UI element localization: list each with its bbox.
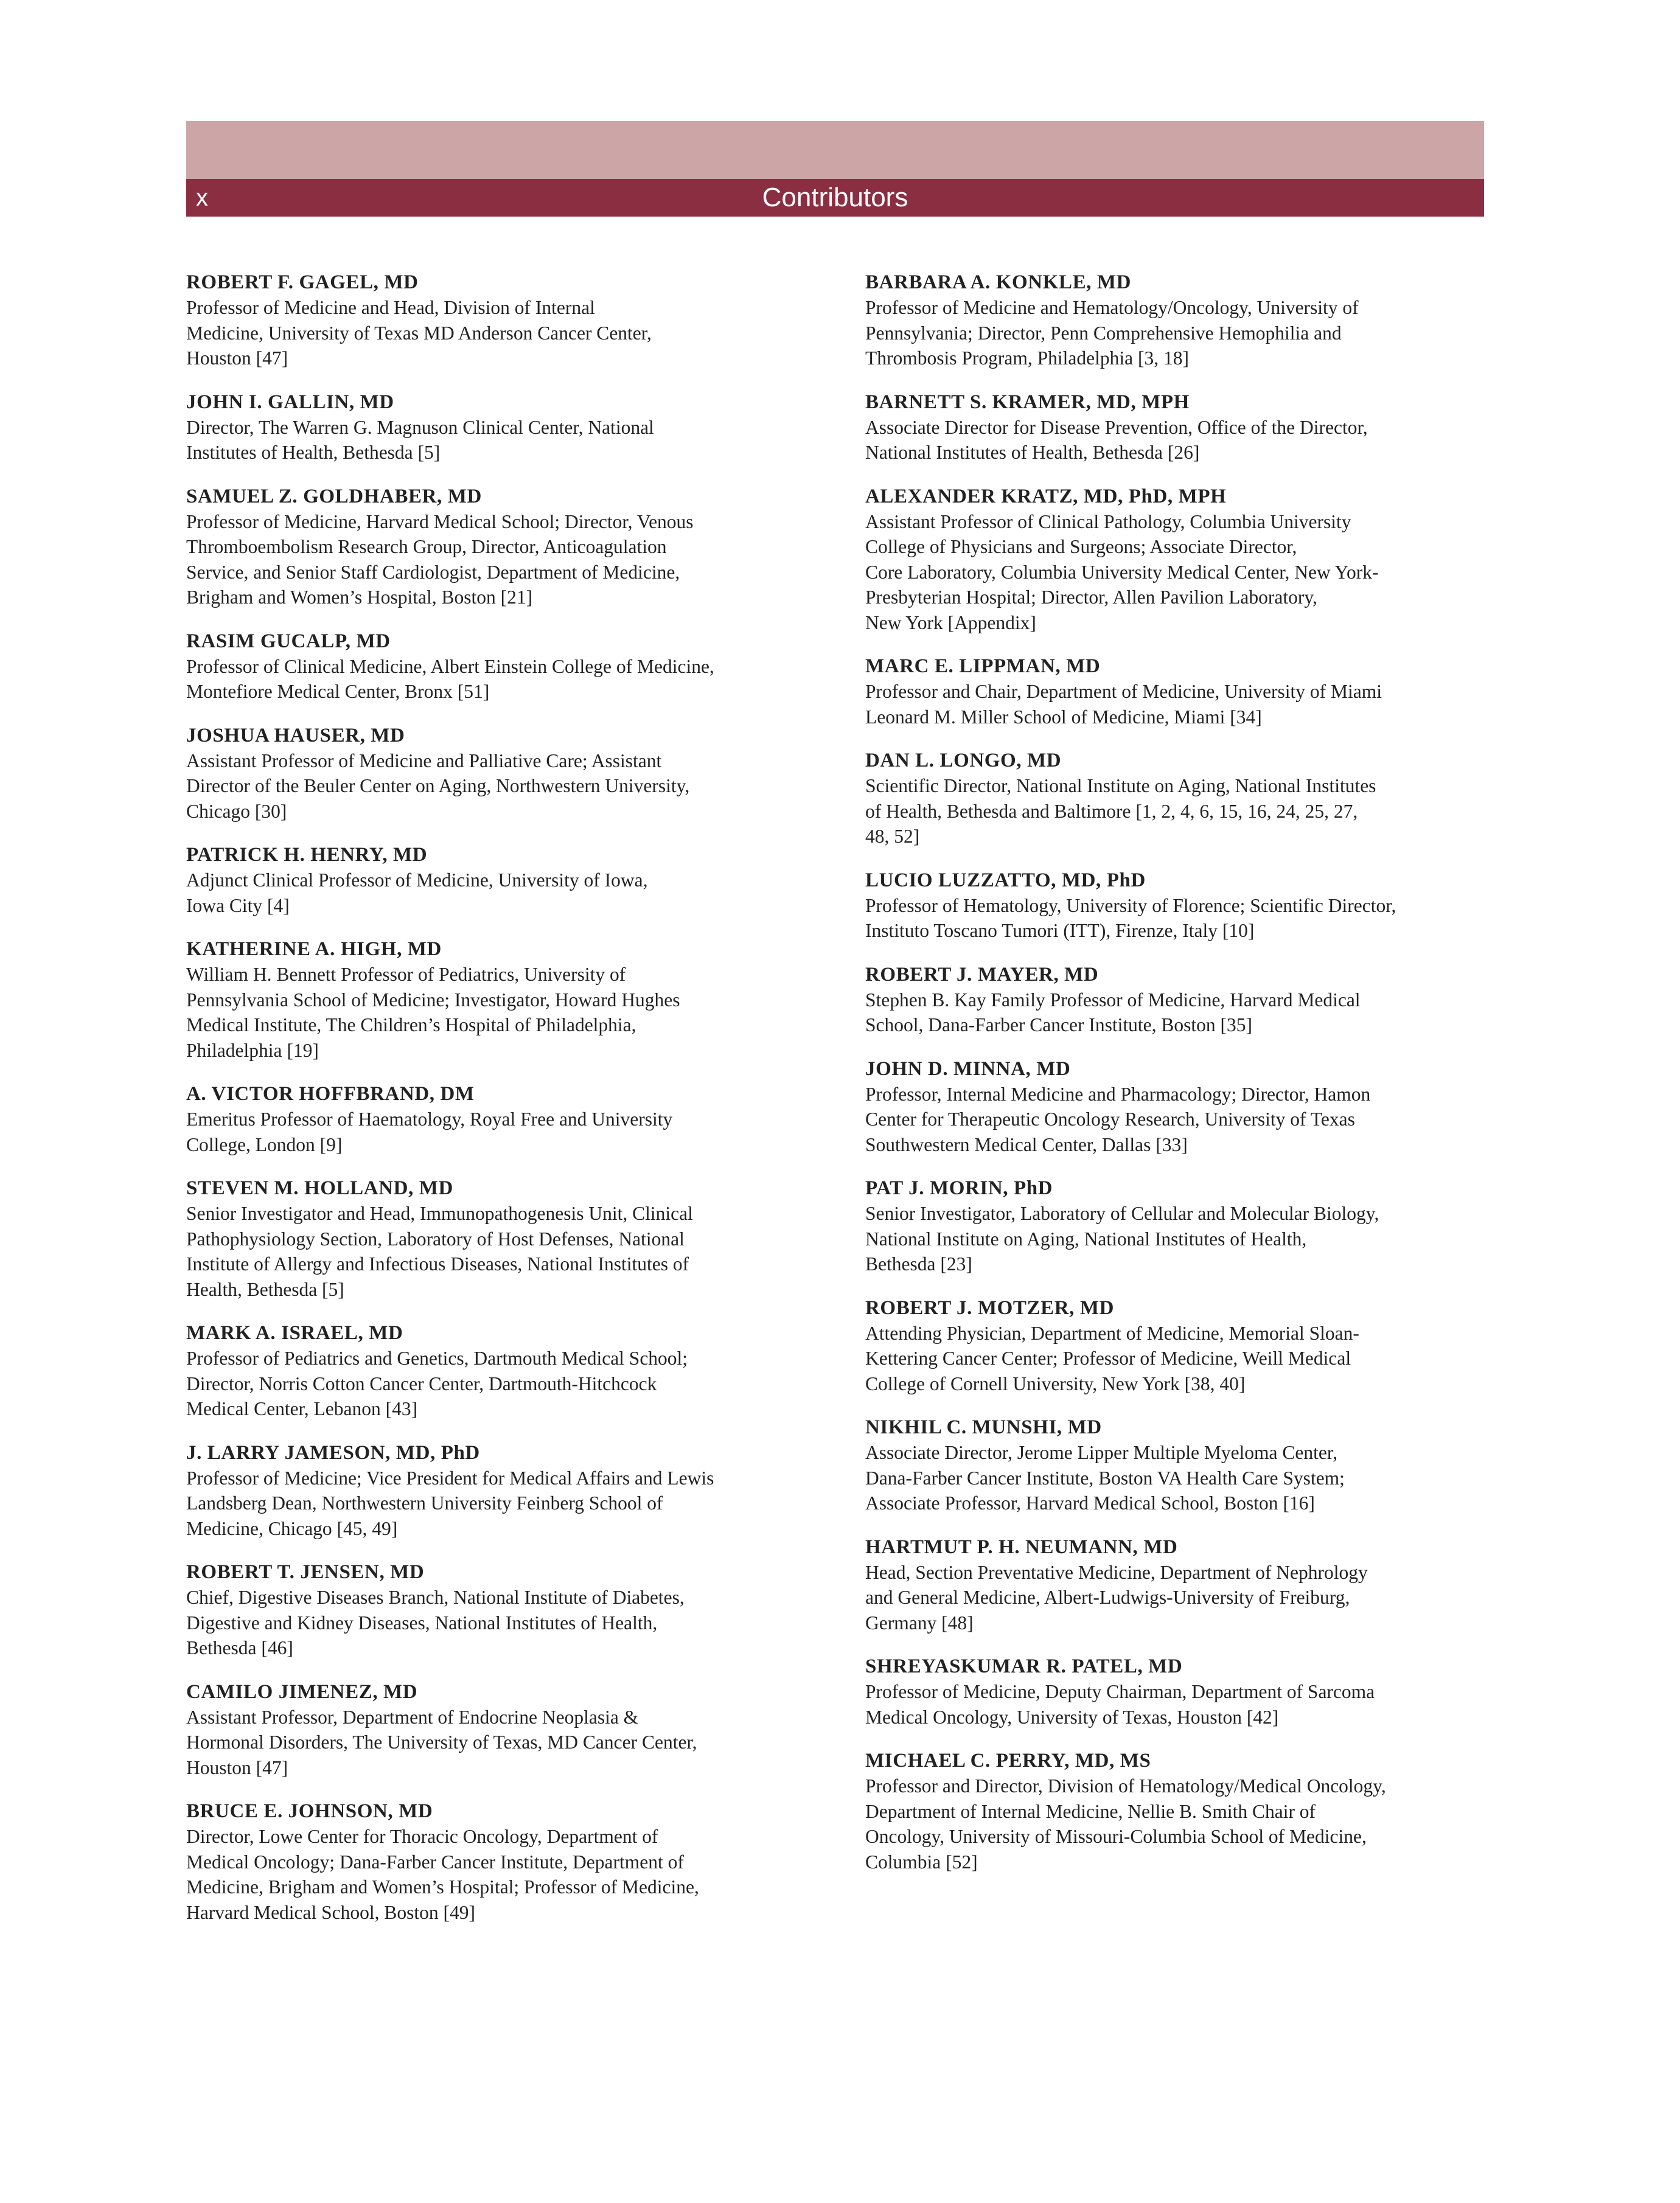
contributor-name: HARTMUT P. H. NEUMANN, MD — [865, 1536, 1178, 1558]
contributor-entry — [865, 1415, 1486, 1516]
contributor-affiliation-line: Presbyterian Hospital; Director, Allen Pavilion Laboratory, — [865, 586, 1317, 608]
contributor-entry — [865, 868, 1486, 944]
contributor-affiliation-line: Institute of Allergy and Infectious Diseases, National Institutes of — [186, 1253, 689, 1275]
contributor-entry — [865, 1056, 1486, 1158]
contributor-entry — [186, 389, 798, 465]
contributor-name: ALEXANDER KRATZ, MD, PhD, MPH — [865, 485, 1227, 507]
contributor-affiliation-line: Medical Institute, The Children’s Hospital of Philadelphia, — [186, 1014, 636, 1035]
contributor-affiliation-line: 48, 52] — [865, 826, 920, 847]
contributor-affiliation-line: Department of Internal Medicine, Nellie B. Smith Chair of — [865, 1800, 1316, 1822]
contributor-affiliation-line: Pennsylvania School of Medicine; Investigator, Howard Hughes — [186, 989, 680, 1011]
contributor-affiliation-line: Director, Lowe Center for Thoracic Oncology, Department of — [186, 1826, 658, 1847]
contributor-entry — [865, 1175, 1486, 1277]
contributor-affiliation-line: Assistant Professor, Department of Endocrine Neoplasia & — [186, 1706, 639, 1728]
contributor-affiliation-line: Service, and Senior Staff Cardiologist, Department of Medicine, — [186, 561, 680, 583]
contributor-entry — [865, 1295, 1486, 1397]
contributor-affiliation-line: College of Cornell University, New York [38, 40] — [865, 1373, 1246, 1394]
contributor-affiliation-line: Philadelphia [19] — [186, 1039, 319, 1061]
contributor-name: A. VICTOR HOFFBRAND, DM — [186, 1083, 475, 1105]
contributor-name: RASIM GUCALP, MD — [186, 630, 391, 652]
contributor-entry — [186, 1320, 798, 1422]
contributor-entry — [186, 1559, 798, 1661]
page-header — [186, 121, 1484, 217]
contributor-affiliation-line: Chicago [30] — [186, 800, 287, 822]
contributor-name: BRUCE E. JOHNSON, MD — [186, 1800, 433, 1822]
contributor-entry — [186, 936, 798, 1063]
section-title: Contributors — [762, 183, 908, 212]
contributor-name: STEVEN M. HOLLAND, MD — [186, 1177, 453, 1199]
contributor-affiliation-line: Landsberg Dean, Northwestern University Feinberg School of — [186, 1492, 663, 1514]
contributor-name: ROBERT J. MAYER, MD — [865, 963, 1099, 986]
contributor-affiliation-line: Senior Investigator, Laboratory of Cellular and Molecular Biology, — [865, 1203, 1379, 1224]
contributor-affiliation-line: Bethesda [23] — [865, 1253, 972, 1275]
page-number: x — [196, 184, 208, 211]
contributor-affiliation-line: New York [Appendix] — [865, 611, 1036, 633]
right-column — [865, 270, 1486, 1893]
contributor-name: PAT J. MORIN, PhD — [865, 1177, 1053, 1199]
contributor-affiliation-line: Medical Center, Lebanon [43] — [186, 1398, 418, 1419]
contributor-name: JOHN D. MINNA, MD — [865, 1057, 1071, 1080]
contributor-affiliation-line: William H. Bennett Professor of Pediatrics, University of — [186, 964, 626, 985]
contributor-affiliation-line: Medicine, Chicago [45, 49] — [186, 1517, 398, 1539]
contributor-affiliation-line: Thrombosis Program, Philadelphia [3, 18] — [865, 347, 1189, 369]
contributor-affiliation-line: Medicine, Brigham and Women’s Hospital; Professor of Medicine, — [186, 1876, 699, 1898]
contributor-name: JOSHUA HAUSER, MD — [186, 724, 405, 747]
contributor-entry — [186, 1081, 798, 1157]
contributor-affiliation-line: Professor of Medicine, Deputy Chairman, Department of Sarcoma — [865, 1681, 1375, 1702]
contributor-name: BARBARA A. KONKLE, MD — [865, 271, 1132, 293]
contributor-affiliation-line: Professor of Medicine and Head, Division of Internal — [186, 297, 595, 318]
contributor-affiliation-line: Kettering Cancer Center; Professor of Medicine, Weill Medical — [865, 1348, 1351, 1369]
contributor-affiliation-line: Montefiore Medical Center, Bronx [51] — [186, 681, 490, 702]
header-band-dark — [186, 179, 1484, 217]
contributor-affiliation-line: Medical Oncology, University of Texas, Houston [42] — [865, 1706, 1279, 1728]
contributor-name: PATRICK H. HENRY, MD — [186, 844, 428, 866]
contributor-affiliation-line: Associate Professor, Harvard Medical School, Boston [16] — [865, 1492, 1315, 1514]
contributor-affiliation-line: Professor of Medicine and Hematology/Oncology, University of — [865, 297, 1359, 318]
contributor-affiliation-line: Assistant Professor of Clinical Pathology, Columbia University — [865, 510, 1351, 532]
contributor-name: JOHN I. GALLIN, MD — [186, 391, 394, 413]
contributor-affiliation-line: Head, Section Preventative Medicine, Department of Nephrology — [865, 1561, 1368, 1583]
contributor-affiliation-line: of Health, Bethesda and Baltimore [1, 2, 4, 6, 15, 16, 24, 25, 27, — [865, 800, 1358, 822]
contributor-name: SHREYASKUMAR R. PATEL, MD — [865, 1655, 1183, 1677]
contributor-affiliation-line: National Institutes of Health, Bethesda [26] — [865, 442, 1200, 463]
contributor-affiliation-line: Harvard Medical School, Boston [49] — [186, 1901, 476, 1923]
contributor-affiliation-line: Columbia [52] — [865, 1851, 978, 1873]
contributor-name: NIKHIL C. MUNSHI, MD — [865, 1416, 1102, 1438]
contributor-name: ROBERT J. MOTZER, MD — [865, 1296, 1115, 1319]
contributor-entry — [865, 748, 1486, 849]
contributor-name: MICHAEL C. PERRY, MD, MS — [865, 1750, 1151, 1772]
contributor-affiliation-line: College of Physicians and Surgeons; Associate Director, — [865, 536, 1297, 557]
contributor-affiliation-line: Houston [47] — [186, 1756, 288, 1778]
contributor-affiliation-line: Pennsylvania; Director, Penn Comprehensive Hemophilia and — [865, 322, 1342, 344]
contributor-affiliation-line: College, London [9] — [186, 1133, 343, 1155]
contributor-name: MARC E. LIPPMAN, MD — [865, 655, 1101, 677]
contributor-name: ROBERT T. JENSEN, MD — [186, 1561, 425, 1583]
contributor-name: BARNETT S. KRAMER, MD, MPH — [865, 391, 1190, 413]
contributor-affiliation-line: Southwestern Medical Center, Dallas [33] — [865, 1133, 1188, 1155]
contributor-entry — [865, 484, 1486, 636]
header-band-light — [186, 121, 1484, 179]
contributor-name: ROBERT F. GAGEL, MD — [186, 271, 419, 293]
contributor-entry — [186, 1440, 798, 1542]
contributor-entry — [865, 962, 1486, 1038]
contributor-entry — [865, 1654, 1486, 1730]
contributor-entry — [865, 653, 1486, 729]
contributor-name: J. LARRY JAMESON, MD, PhD — [186, 1441, 480, 1464]
contributor-affiliation-line: Professor and Chair, Department of Medicine, University of Miami — [865, 681, 1382, 702]
contributor-affiliation-line: Medicine, University of Texas MD Anderson Cancer Center, — [186, 322, 652, 344]
contributor-name: LUCIO LUZZATTO, MD, PhD — [865, 869, 1146, 891]
contributor-affiliation-line: Assistant Professor of Medicine and Palliative Care; Assistant — [186, 750, 662, 771]
contributor-affiliation-line: Professor of Medicine; Vice President for Medical Affairs and Lewis — [186, 1467, 714, 1489]
contributor-affiliation-line: Houston [47] — [186, 347, 288, 369]
contributor-affiliation-line: Adjunct Clinical Professor of Medicine, University of Iowa, — [186, 869, 648, 891]
contributor-affiliation-line: School, Dana-Farber Cancer Institute, Boston [35] — [865, 1014, 1252, 1035]
contributor-affiliation-line: Emeritus Professor of Haematology, Royal Free and University — [186, 1108, 673, 1130]
contributor-affiliation-line: Medical Oncology; Dana-Farber Cancer Institute, Department of — [186, 1851, 684, 1873]
contributor-affiliation-line: Associate Director, Jerome Lipper Multiple Myeloma Center, — [865, 1442, 1337, 1463]
contributor-affiliation-line: Dana-Farber Cancer Institute, Boston VA Health Care System; — [865, 1467, 1345, 1489]
contributor-name: DAN L. LONGO, MD — [865, 750, 1062, 771]
left-column — [186, 270, 798, 1943]
contributor-entry — [865, 270, 1486, 371]
contributor-name: KATHERINE A. HIGH, MD — [186, 938, 442, 960]
contributor-affiliation-line: Brigham and Women’s Hospital, Boston [21] — [186, 586, 533, 608]
contributor-name: CAMILO JIMENEZ, MD — [186, 1680, 418, 1703]
contributor-affiliation-line: Professor and Director, Division of Hematology/Medical Oncology, — [865, 1775, 1386, 1797]
contributor-affiliation-line: Professor of Hematology, University of Florence; Scientific Director, — [865, 894, 1396, 916]
contributor-name: MARK A. ISRAEL, MD — [186, 1322, 403, 1344]
contributor-entry — [865, 1748, 1486, 1874]
contributor-affiliation-line: Director of the Beuler Center on Aging, Northwestern University, — [186, 775, 690, 796]
contributor-affiliation-line: Director, The Warren G. Magnuson Clinical Center, National — [186, 416, 654, 438]
contributor-entry — [186, 1175, 798, 1302]
contributor-affiliation-line: National Institute on Aging, National Institutes of Health, — [865, 1228, 1307, 1250]
contributor-entry — [865, 389, 1486, 465]
contributor-affiliation-line: Professor of Clinical Medicine, Albert Einstein College of Medicine, — [186, 655, 714, 677]
contributor-affiliation-line: Chief, Digestive Diseases Branch, National Institute of Diabetes, — [186, 1587, 685, 1608]
contributor-entry — [186, 270, 798, 371]
contributor-affiliation-line: Pathophysiology Section, Laboratory of Host Defenses, National — [186, 1228, 685, 1250]
contributor-affiliation-line: Germany [48] — [865, 1612, 974, 1634]
contributor-affiliation-line: Professor, Internal Medicine and Pharmacology; Director, Hamon — [865, 1083, 1371, 1105]
contributor-affiliation-line: Scientific Director, National Institute on Aging, National Institutes — [865, 775, 1376, 796]
contributor-affiliation-line: Attending Physician, Department of Medicine, Memorial Sloan- — [865, 1322, 1359, 1344]
contributor-affiliation-line: Institutes of Health, Bethesda [5] — [186, 442, 441, 463]
contributor-affiliation-line: Stephen B. Kay Family Professor of Medicine, Harvard Medical — [865, 989, 1361, 1011]
contributor-affiliation-line: Leonard M. Miller School of Medicine, Miami [34] — [865, 706, 1262, 728]
contributor-affiliation-line: and General Medicine, Albert-Ludwigs-University of Freiburg, — [865, 1587, 1350, 1608]
contributor-affiliation-line: Hormonal Disorders, The University of Texas, MD Cancer Center, — [186, 1731, 697, 1753]
contributor-affiliation-line: Iowa City [4] — [186, 894, 290, 916]
contributor-affiliation-line: Thromboembolism Research Group, Director, Anticoagulation — [186, 536, 667, 557]
contributor-entry — [186, 628, 798, 705]
contributor-affiliation-line: Professor of Pediatrics and Genetics, Dartmouth Medical School; — [186, 1348, 688, 1369]
contributor-affiliation-line: Associate Director for Disease Prevention, Office of the Director, — [865, 416, 1368, 438]
contributor-entry — [186, 723, 798, 824]
contributor-affiliation-line: Bethesda [46] — [186, 1637, 293, 1658]
contributor-affiliation-line: Director, Norris Cotton Cancer Center, Dartmouth-Hitchcock — [186, 1373, 657, 1394]
contributor-affiliation-line: Digestive and Kidney Diseases, National Institutes of Health, — [186, 1612, 658, 1634]
contributor-entry — [186, 1798, 798, 1925]
contributor-entry — [186, 484, 798, 610]
contributor-affiliation-line: Core Laboratory, Columbia University Medical Center, New York- — [865, 561, 1379, 583]
contributor-affiliation-line: Health, Bethesda [5] — [186, 1278, 344, 1300]
contributor-affiliation-line: Senior Investigator and Head, Immunopathogenesis Unit, Clinical — [186, 1203, 693, 1224]
contributor-affiliation-line: Professor of Medicine, Harvard Medical School; Director, Venous — [186, 510, 694, 532]
contributor-affiliation-line: Oncology, University of Missouri-Columbia School of Medicine, — [865, 1826, 1367, 1847]
contributor-entry — [865, 1534, 1486, 1636]
contributor-affiliation-line: Instituto Toscano Tumori (ITT), Firenze, Italy [10] — [865, 920, 1255, 941]
contributor-affiliation-line: Center for Therapeutic Oncology Research, University of Texas — [865, 1108, 1355, 1130]
contributor-entry — [186, 842, 798, 918]
contributor-entry — [186, 1679, 798, 1781]
contributor-name: SAMUEL Z. GOLDHABER, MD — [186, 485, 482, 507]
